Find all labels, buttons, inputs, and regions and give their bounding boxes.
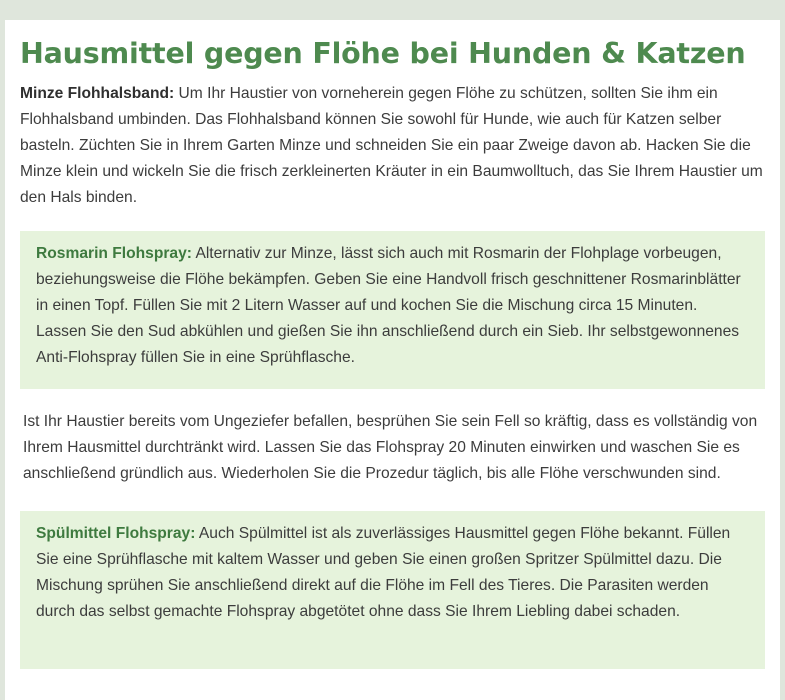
paragraph-text-minze: Um Ihr Haustier von vorneherein gegen Flöhe zu schützen, sollten Sie ihm ein Flohhalsband umbinden. Das Flohhalsband können Sie sowohl für Hunde, wie auch für Katzen selber basteln. Züchten Sie in Ihrem Garten Minze und schneiden Sie ein paar Zweige davon ab. Hacken Sie die Minze klein und wickeln Sie die frisch zerkleinerten Kräuter in ein Baumwolltuch, das Sie Ihrem Haustier um den Hals binden.: [20, 85, 763, 206]
paragraph-spuelmittel: [36, 521, 749, 625]
paragraph-text-anwendung: Ist Ihr Haustier bereits vom Ungeziefer befallen, besprühen Sie sein Fell so kräftig, dass es vollständig von Ihrem Hausmittel durchtränkt wird. Lassen Sie das Flohspray 20 Minuten einwirken und waschen Sie es anschließend gründlich aus. Wiederholen Sie die Prozedur täglich, bis alle Flöhe verschwunden sind.: [23, 413, 758, 482]
paragraph-text-rosmarin: Alternativ zur Minze, lässt sich auch mit Rosmarin der Flohplage vorbeugen, beziehungsweise die Flöhe bekämpfen. Geben Sie eine Handvoll frisch geschnittener Rosmarinblätter in einen Topf. Füllen Sie mit 2 Litern Wasser auf und kochen Sie die Mischung circa 15 Minuten. Lassen Sie den Sud abkühlen und gießen Sie ihn anschließend durch ein Sieb. Ihr selbstgewonnenes Anti-Flohspray füllen Sie in eine Sprühflasche.: [36, 245, 741, 366]
highlight-box-spuelmittel: [20, 511, 765, 669]
page-title: Hausmittel gegen Flöhe bei Hunden & Katzen: [20, 37, 746, 70]
paragraph-lead-spuelmittel: Spülmittel Flohspray:: [36, 525, 196, 542]
paragraph-lead-rosmarin: Rosmarin Flohspray:: [36, 245, 192, 262]
paragraph-minze: [20, 81, 765, 211]
paragraph-rosmarin: [36, 241, 749, 371]
highlight-box-rosmarin: [20, 231, 765, 389]
article-content: [5, 20, 780, 700]
paragraph-anwendung: [20, 409, 765, 487]
paragraph-lead-minze: Minze Flohhalsband:: [20, 85, 175, 102]
paragraph-text-spuelmittel: Auch Spülmittel ist als zuverlässiges Hausmittel gegen Flöhe bekannt. Füllen Sie eine Sprühflasche mit kaltem Wasser und geben Sie einen großen Spritzer Spülmittel dazu. Die Mischung sprühen Sie anschließend direkt auf die Flöhe im Fell des Tieres. Die Parasiten werden durch das selbst gemachte Flohspray abgetötet ohne dass Sie Ihrem Liebling dabei schaden.: [36, 525, 731, 620]
